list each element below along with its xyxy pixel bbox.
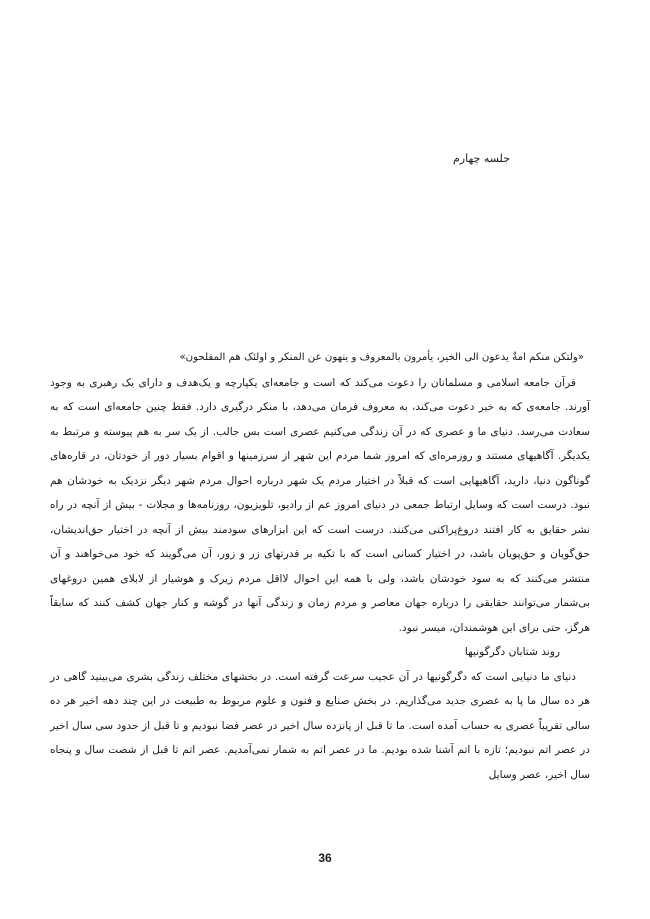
quran-verse-quote: «ولتکن منکم امةٌ یدعون الی الخیر، یأمرون بالمعروف و ینهون عن المنکر و اولئک هم المفلحون»	[179, 352, 584, 363]
body-text	[50, 346, 590, 787]
session-title: جلسه چهارم	[453, 152, 510, 165]
page-number: 36	[318, 851, 332, 865]
paragraph-2: دنیای ما دنیایی است که دگرگونیها در آن عجیب سرعت گرفته است. در بخشهای مختلف زندگی بشری می‌بینید گاهی در هر ده سال ما پا به عصری جدید می‌گذاریم. در بخش صنایع و فنون و علوم مربوط به طبیعت در این چند دهه اخیر هر ده سالی تقریباً عصری به حساب آمده است. ما تا قبل از پانزده سال اخیر در عصر فضا نبودیم و تا قبل از حدود سی سال اخیر در عصر اتم نبودیم؛ تازه با اتم آشنا شده بودیم. ما در عصر اتم به شمار نمی‌آمدیم. عصر اتم تا قبل از شصت سال و پنجاه سال اخیر، عصر وسایل	[50, 670, 590, 781]
section-heading-changes: روند شتابان دگرگونیها	[464, 646, 560, 658]
paragraph-1: قرآن جامعه اسلامی و مسلمانان را دعوت می‌کند که است و جامعه‌ای یکپارچه و یک‌هدف و دارای یک رهبری به وجود آورند. جامعه‌ی که به خیر دعوت می‌کند، به معروف فرمان می‌دهد، با منکر درگیری دارد. فقط چنین جامعه‌ای است که به سعادت می‌رسد. دنیای ما و عصری که در آن زندگی می‌کنیم عصری است بس جالب. از یک سر به هم پیوسته و مرتبط به یکدیگر. آگاهیهای مستند و روزمره‌ای که امروز شما مردم این شهر از سرزمینها و اقوام بسیار دور از خودتان، در قاره‌های گوناگون دنیا، دارید، آگاهیهایی است که قبلاً در اختیار مردم یک شهر درباره احوال مردم شهر دیگر نزدیک به خودشان هم نبود. درست است که وسایل ارتباط جمعی در دنیای امروز عم از رادیو، تلویزیون، روزنامه‌ها و مجلات - بیش از آنچه در راه نشر حقایق به کار افتند دروغ‌پراکنی می‌کنند. درست است که این ابزارهای سودمند بیش از آنچه در اختیار حق‌اندیشان، حق‌گویان و حق‌پویان باشد، در اختیار کسانی است که با تکیه بر قدرتهای زر و زور، آن می‌گویند که خود می‌خواهند و آن منتشر می‌کنند که به سود خودشان باشد، ولی با همه این احوال لااقل مردم زیرک و هوشیار از لابلای همین دروغهای بی‌شمار می‌توانند حقایقی را درباره جهان معاصر و مردم زمان و زندگی آنها در گوشه و کنار جهان کشف کنند که سابقاً هرگز، حتی برای این هوشمندان، میسر نبود.	[50, 376, 590, 634]
